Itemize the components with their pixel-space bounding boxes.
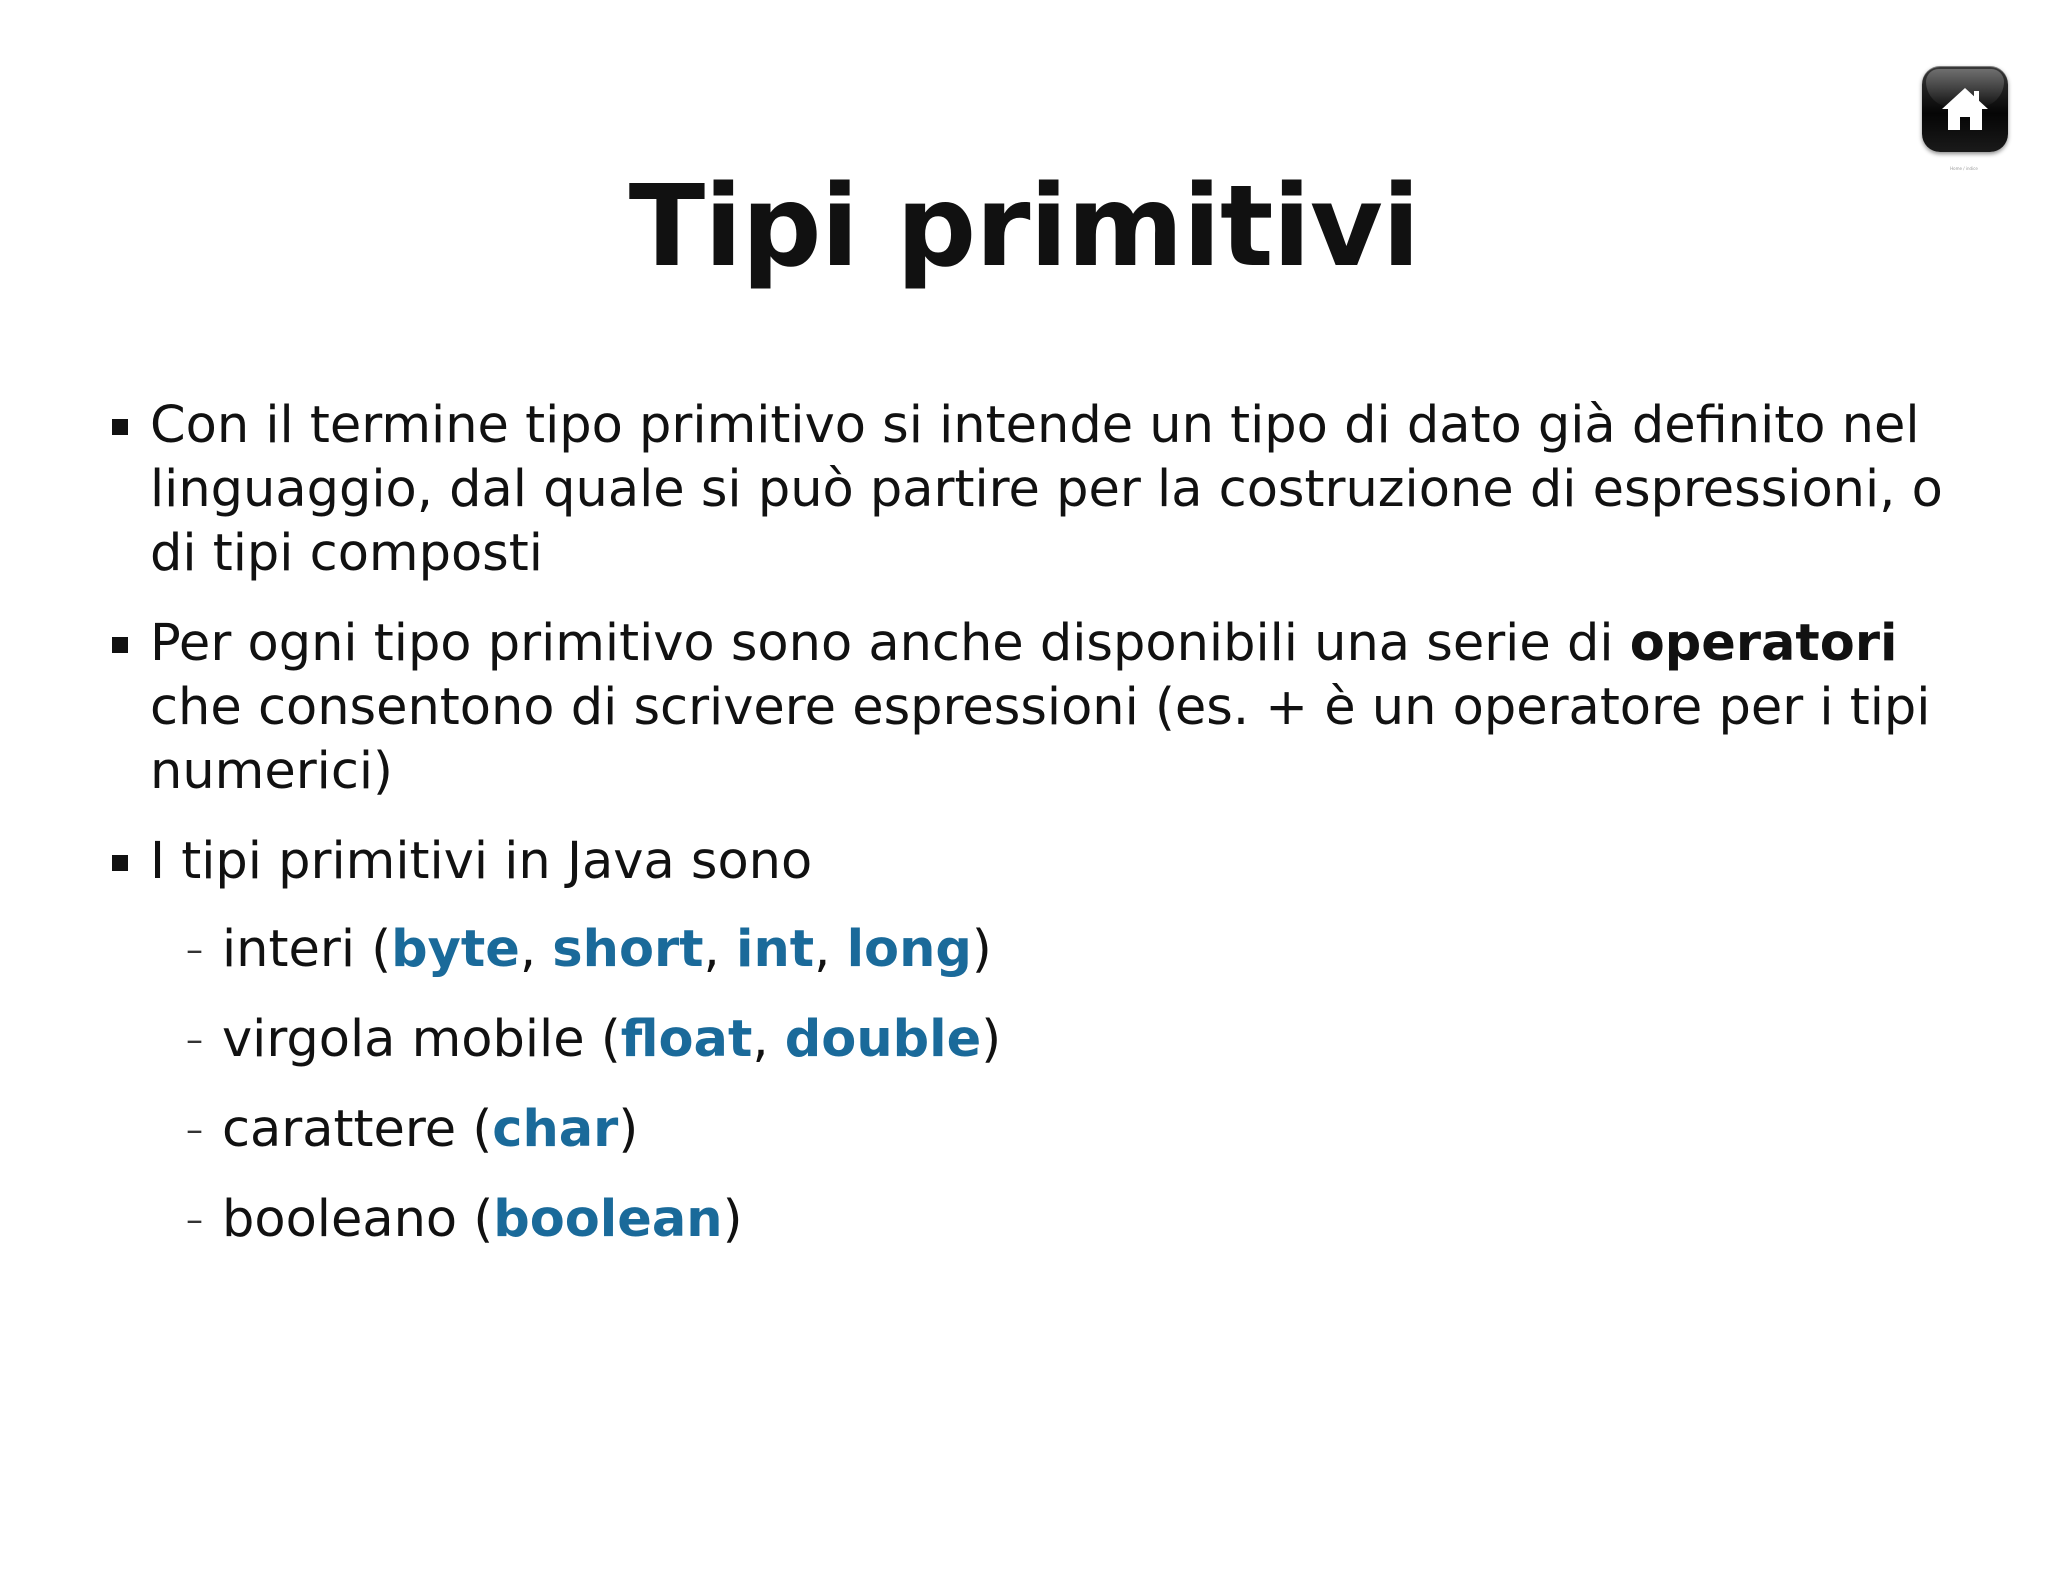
sub-list [186, 918, 1001, 1278]
slide-title: Tipi primitivi [628, 162, 1420, 292]
bullet-item [110, 830, 1960, 894]
bullet-item [110, 394, 1960, 586]
bullet-item [110, 612, 1960, 804]
dash-marker: – [186, 1020, 203, 1060]
keyword: double [784, 1010, 982, 1069]
sub-label: virgola mobile [222, 1010, 585, 1069]
bullet-list [110, 394, 1960, 920]
sub-item: – interi (byte, short, int, long) [186, 918, 1001, 982]
bullet-text-before: Per ogni tipo primitivo sono anche disponibili una serie di [150, 614, 1630, 673]
keyword: long [846, 920, 972, 979]
bullet-marker [112, 855, 128, 871]
sub-item: – booleano (boolean) [186, 1188, 1001, 1252]
sub-label: interi [222, 920, 356, 979]
dash-marker: – [186, 1200, 203, 1240]
bullet-bold-term: operatori [1629, 614, 1898, 673]
keyword: float [620, 1010, 753, 1069]
bullet-marker [112, 637, 128, 653]
sub-label: carattere [222, 1100, 457, 1159]
bullet-text: I tipi primitivi in Java sono [150, 832, 813, 891]
bullet-text-after: che consentono di scrivere espressioni (es. + è un operatore per i tipi numerici) [150, 678, 1931, 801]
keyword: byte [391, 920, 520, 979]
dash-marker: – [186, 930, 203, 970]
bullet-text: Con il termine tipo primitivo si intende un tipo di dato già definito nel linguaggio, dal quale si può partire per la costruzione di espressioni, o di tipi composti [150, 396, 1943, 583]
keyword: boolean [493, 1190, 723, 1249]
home-icon [1939, 85, 1991, 133]
bullet-marker [112, 419, 128, 435]
keyword: char [492, 1100, 619, 1159]
sub-item: – virgola mobile (float, double) [186, 1008, 1001, 1072]
home-button[interactable] [1922, 66, 2008, 152]
home-caption: Home / indice [1950, 166, 1978, 171]
dash-marker: – [186, 1110, 203, 1150]
keyword: int [735, 920, 815, 979]
sub-label: booleano [222, 1190, 458, 1249]
sub-item: – carattere (char) [186, 1098, 1001, 1162]
keyword: short [552, 920, 704, 979]
